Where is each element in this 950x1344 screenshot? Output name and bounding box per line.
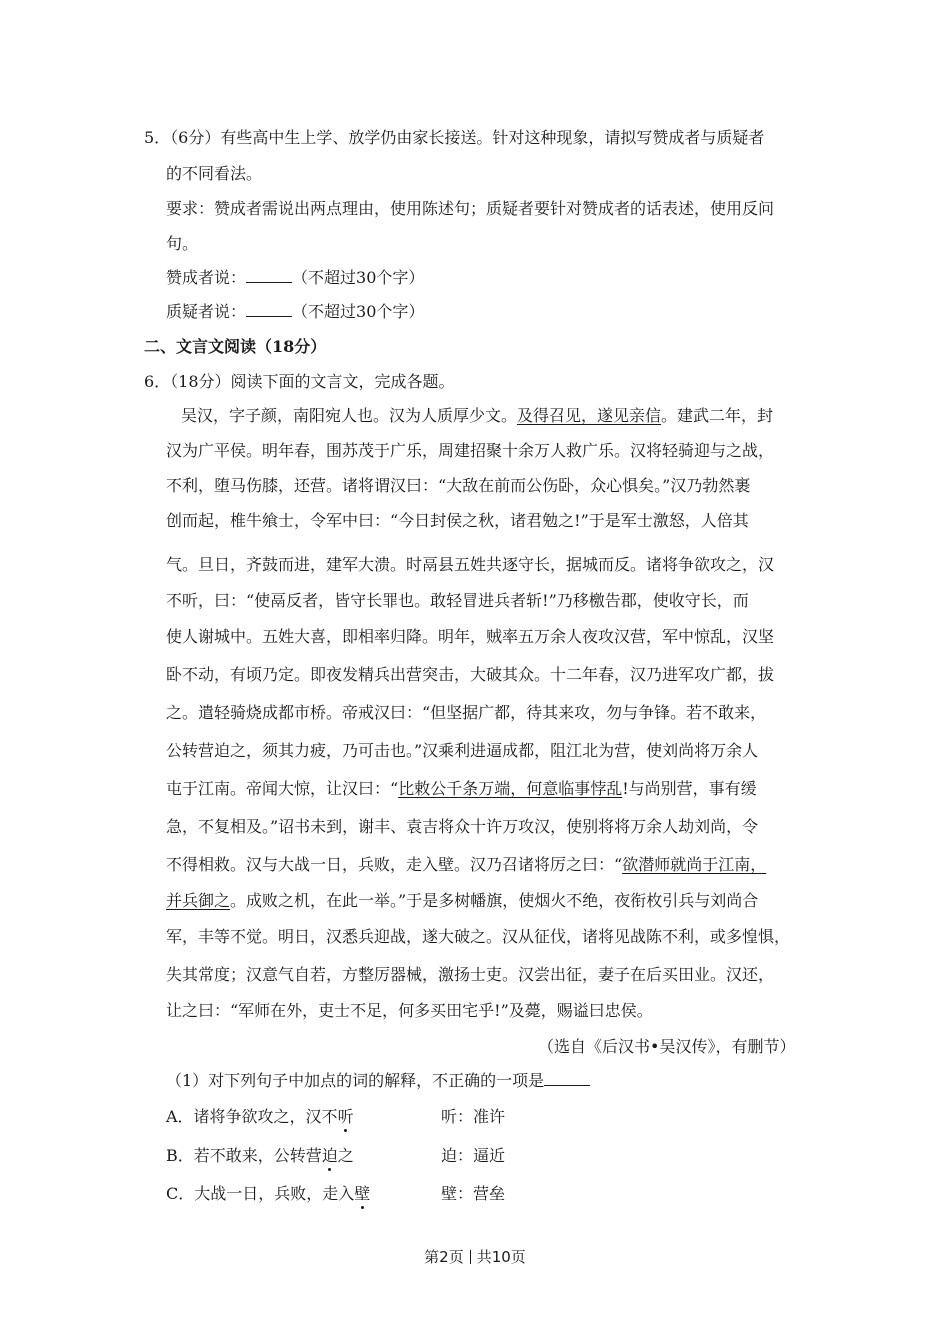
passage-text: 屯于江南。帝闻大惊，让汉曰：“ — [166, 779, 399, 798]
sub-question-1 — [166, 1071, 590, 1091]
option-b[interactable] — [166, 1146, 354, 1166]
doubter-limit: （不超过30个字） — [292, 302, 425, 321]
passage-line-7: 使人谢城中。五姓大喜，即相率归降。明年，贼率五万余人夜攻汉营，军中惊乱，汉坚 — [166, 627, 775, 646]
page-number: 第2页 — [424, 1248, 464, 1266]
passage-text: 。建武二年，封 — [661, 406, 774, 425]
passage-line-6: 不听，曰：“使鬲反者，皆守长罪也。敢轻冒进兵者斩!”乃移檄告郡，使收守长，而 — [166, 591, 749, 610]
passage-line-10: 公转营迫之，须其力疲，乃可击也。”汉乘利进逼成都，阻江北为营，使刘尚将万余人 — [166, 741, 759, 760]
q5-requirement-line1: 要求：赞成者需说出两点理由，使用陈述句；质疑者要针对赞成者的话表述，使用反问 — [166, 199, 775, 218]
sub-question-text: （1）对下列句子中加点的词的解释，不正确的一项是 — [166, 1071, 545, 1090]
dotted-word: 壁 — [354, 1184, 371, 1203]
dotted-word: 听 — [337, 1107, 354, 1126]
sub-question-1-blank[interactable] — [544, 1071, 590, 1086]
passage-source: （选自《后汉书•吴汉传》，有删节） — [538, 1037, 796, 1056]
passage-line-15: 军，丰等不觉。明日，汉悉兵迎战，遂大破之。汉从征伐，诸将见战陈不利，或多惶惧， — [166, 927, 791, 946]
passage-line-13 — [166, 855, 766, 875]
option-text: B．若不敢来，公转营 — [166, 1146, 322, 1165]
passage-text: 不得相救。汉与大战一日，兵败，走入壁。汉乃召诸将厉之曰：“ — [166, 855, 623, 874]
option-c[interactable] — [166, 1184, 370, 1204]
q5-line1: 5．（6分）有些高中生上学、放学仍由家长接送。针对这种现象，请拟写赞成者与质疑者 — [144, 128, 765, 147]
doubter-answer-blank[interactable] — [246, 302, 292, 317]
option-text: 之 — [337, 1146, 354, 1165]
q6-intro: 6．（18分）阅读下面的文言文，完成各题。 — [144, 372, 455, 391]
passage-text: 吴汉，字子颜，南阳宛人也。汉为人质厚少文。 — [181, 406, 518, 425]
passage-line-1 — [181, 406, 773, 426]
underlined-sentence-2: 比敕公千条万端，何意临事悖乱 — [398, 779, 623, 798]
q5-requirement-line2: 句。 — [166, 234, 199, 253]
passage-line-4: 创而起，椎牛飨士，令军中曰：“今日封侯之秋，诸君勉之!”于是军士激怒，人倍其 — [166, 511, 749, 530]
page-total: 共10页 — [476, 1248, 526, 1266]
underlined-sentence-1: 及得召见，遂见亲信 — [517, 406, 662, 425]
dotted-word: 迫 — [321, 1146, 338, 1165]
passage-line-14 — [166, 891, 758, 911]
passage-line-9: 之。遣轻骑烧成都市桥。帝戒汉曰：“但坚据广都，待其来攻，勿与争锋。若不敢来， — [166, 703, 767, 722]
option-text: C．大战一日，兵败，走入 — [166, 1184, 355, 1203]
passage-text: !与尚别营，事有缓 — [622, 779, 757, 798]
q5-supporter-row — [166, 268, 424, 288]
supporter-limit: （不超过30个字） — [292, 268, 425, 287]
option-a[interactable] — [166, 1107, 354, 1127]
q5-line2: 的不同看法。 — [166, 164, 263, 183]
doubter-label: 质疑者说： — [166, 302, 247, 321]
page-footer — [0, 1246, 950, 1267]
underlined-sentence-3a: 欲潜师就尚于江南， — [622, 855, 767, 874]
section-title: 二、文言文阅读（18分） — [144, 337, 327, 356]
passage-line-11 — [166, 779, 757, 799]
supporter-label: 赞成者说： — [166, 268, 247, 287]
footer-divider — [470, 1250, 471, 1264]
option-a-meaning: 听：准许 — [441, 1107, 506, 1126]
passage-text: 。成败之机，在此一举。”于是多树幡旗，使烟火不绝，夜衔枚引兵与刘尚合 — [230, 891, 759, 910]
underlined-sentence-3b: 并兵御之 — [166, 891, 231, 910]
passage-line-5: 气。旦日，齐鼓而进，建军大溃。时鬲县五姓共逐守长，据城而反。诸将争欲攻之，汉 — [166, 555, 775, 574]
passage-line-17: 让之曰：“军师在外，吏士不足，何多买田宅乎!”及薨，赐谥曰忠侯。 — [166, 1001, 653, 1020]
passage-line-8: 卧不动，有顷乃定。即夜发精兵出营突击，大破其众。十二年春，汉乃进军攻广都，拔 — [166, 665, 775, 684]
passage-line-16: 失其常度；汉意气自若，方整厉器械，激扬士吏。汉尝出征，妻子在后买田业。汉还， — [166, 965, 775, 984]
supporter-answer-blank[interactable] — [246, 268, 292, 283]
option-b-meaning: 迫：逼近 — [441, 1146, 506, 1165]
passage-line-2: 汉为广平侯。明年春，围苏茂于广乐，周建招聚十余万人救广乐。汉将轻骑迎与之战， — [166, 441, 775, 460]
q5-doubter-row — [166, 302, 424, 322]
passage-line-12: 急，不复相及。”诏书未到，谢丰、袁吉将众十许万攻汉，使别将将万余人劫刘尚，令 — [166, 817, 759, 836]
option-text: A．诸将争欲攻之，汉不 — [166, 1107, 338, 1126]
option-c-meaning: 壁：营垒 — [441, 1184, 506, 1203]
passage-line-3: 不利，堕马伤膝，还营。诸将谓汉曰：“大敌在前而公伤卧，众心惧矣。”汉乃勃然裹 — [166, 476, 751, 495]
